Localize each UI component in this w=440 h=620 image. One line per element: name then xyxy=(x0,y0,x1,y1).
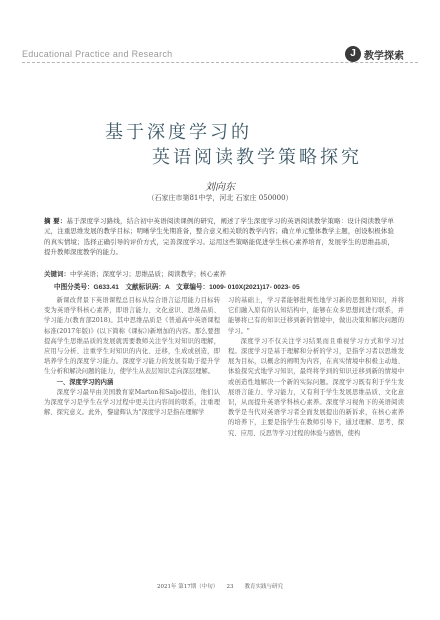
keywords-label: 关键词： xyxy=(44,270,70,278)
journal-logo-icon: J xyxy=(345,46,361,62)
body-paragraph: 深度学习最早由美国教育家Marton和Saljo提出，他们认为深度学习是学生在学习过程中更关注内容间的联系，注重理解、探究意义。此外，黎建辉认为"深度学习是指在理解学 xyxy=(44,388,220,417)
body-paragraph: 深度学习不仅关注学习结果而且重视学习方式和学习过程。深度学习是基于理解和分析的学习，是指学习者以思维发展为目标，以概念的阐明为内容，在真实情境中积极主动地、体验探究式地学习知识，最终将学到的知识迁移到新的情境中或创造性地解决一个新的实际问题。深度学习既有利于学生发展语言能力、学习能力，又有利于学生发展思维品质、文化意识，从而提升英语学科核心素养。深度学习视角下的英语阅读教学是当代对英语学习者全面发展提出的新诉求，在核心素养的培养下，主要是指学生在教师引导下，通过理解、思考、探究、应用、反思等学习过程的体验与感悟，使构 xyxy=(228,337,404,437)
abstract xyxy=(44,216,394,258)
body-paragraph: 习的基础上，学习者能够批判性地学习新的思想和知识，并将它们融入原有的认知结构中，能够在众多思想间进行联系，并能够将已有的知识迁移到新的情境中，做出决策和解决问题的学习。" xyxy=(228,297,404,335)
abstract-label: 摘 要： xyxy=(44,217,67,225)
classification-number: 中图分类号：G633.41 文献标识码：A 文章编号：1009- 010X(2021)17- 0023- 05 xyxy=(54,284,300,291)
page-footer: 2021年 第17期（中旬） 23 教育实践与研究 xyxy=(157,584,283,590)
header-divider xyxy=(22,62,418,63)
title-line-1: 基于深度学习的 xyxy=(105,122,252,143)
body-paragraph: 新课改背景下英语课程总目标从综合语言运用能力目标转变为英语学科核心素养，即语言能力、文化意识、思维品质、学习能力(教育部2018)。其中思维品质是《普通高中英语课程标准(2017年版)》(以下简称《课标》)新增加的内容。那么要想提高学生思维品质的发展就需要教师关注学生对知识的理解，应用与分析、注重学生对知识的内化、迁移，生成或创造，即培养学生的深度学习能力。深度学习能力的发展有助于提升学生分析和解决问题的能力，使学生从表层知识走向深层理解。 xyxy=(44,297,220,376)
author: 刘向东 xyxy=(205,182,235,193)
section-heading: 一、深度学习的内涵 xyxy=(56,378,114,386)
abstract-text: 基于深度学习路线，结合初中英语阅读课例的研究，阐述了学生深度学习的英语阅读教学策略：设计阅读教学单元，注重思维发展的教学目标；明晰学生先期准备，整合意义相关联的教学内容；确立单元整体教学主题，创设积极体验的真实情境；选择正确引导的评价方式，完善深度学习。运用这些策略能促进学生核心素养培育，发展学生的思维品质，提升教师深度教学的能力。 xyxy=(44,217,395,257)
body-column-right xyxy=(228,296,404,439)
journal-name-en: Educational Practice and Research xyxy=(22,49,173,59)
column-name: 教学探索 xyxy=(364,50,404,62)
affiliation: （石家庄市第81中学，河北 石家庄 050000） xyxy=(147,194,293,202)
keywords xyxy=(44,269,394,278)
keywords-text: 中学英语；深度学习；思维品质；阅读教学；核心素养 xyxy=(70,270,226,278)
title-line-2: 英语阅读教学策略探究 xyxy=(152,147,362,168)
body-column-left xyxy=(44,296,220,418)
journal-logo xyxy=(345,46,404,62)
